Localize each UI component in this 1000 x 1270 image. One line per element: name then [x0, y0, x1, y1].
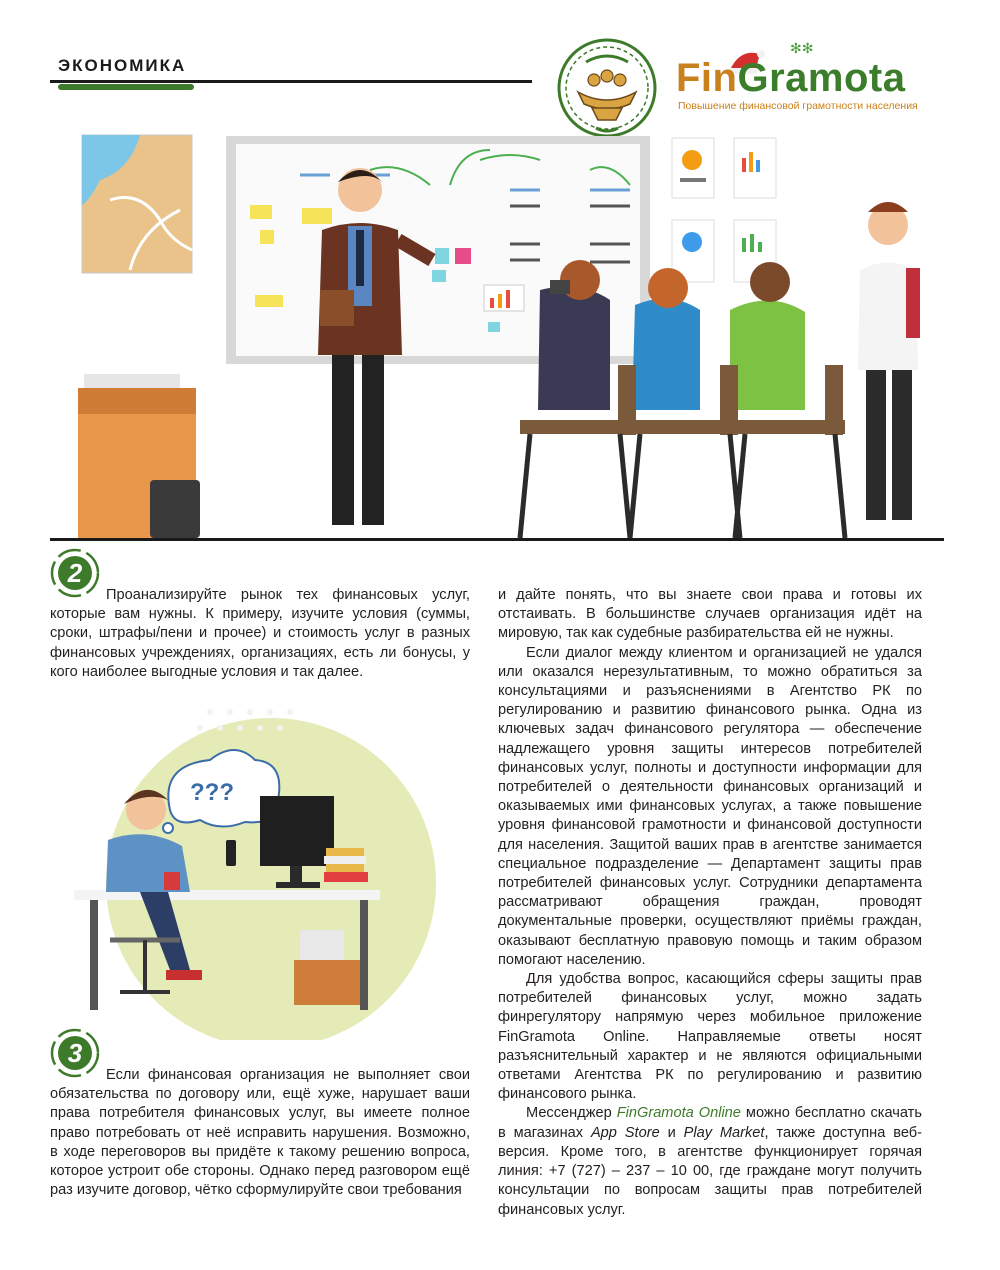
emblem-icon — [556, 34, 658, 142]
snowflake-icon: ✻✻ — [790, 40, 814, 56]
step-2-text: Проанализируйте рынок тех финансовых услуг, которые вам нужны. К примеру, изучите условия (суммы, сроки, штрафы/пени и прочее) и стоимость услуг в разных финансовых учреждениях, организациях, есть ли бонусы, у кого наиболее выгодные условия и так далее. — [50, 587, 470, 680]
right-paragraph-3: Для удобства вопрос, касающийся сферы защиты прав потребителей финансовых услуг, можно задать финрегулятору напрямую через мобильное приложение FinGramota Online. Направляемые ответы носят разъяснительный характер и не являются официальными ответами Агентства РК по регулированию и развитию финансового рынка. — [498, 971, 922, 1103]
app-name-link: FinGramota Online — [616, 1105, 741, 1122]
right-paragraph-2: Если диалог между клиентом и организацией не удался или оказался нерезультативным, то можно обратиться за консультациями и разъяснениями в Агентство РК по регулированию и развитию финансового рынка. Одна из ключевых задач финансового регулятора — обеспечение надлежащего уровня защиты интересов потребителей финансовых услуг, полноты и доступности информации для потребителей о деятельности финансовых организаций и оказываемых ими финансовых услугах, а также повышение уровня финансовой грамотности и финансовой доступности для населения. Защитой ваших прав в агентстве занимается специальное подразделение — Департамент защиты прав потребителей финансовых услуг. Сотрудники департамента рассматривают обращения граждан, проводят документальные проверки, осуществляют приёмы граждан, оказывают бесплатную правовую помощь и таким образом помогают населению. — [498, 644, 922, 968]
section-title: ЭКОНОМИКА — [58, 56, 187, 75]
confused-office-worker-illustration — [50, 700, 490, 1040]
step-3-block — [50, 1066, 470, 1200]
step-3-badge-icon: 3 — [50, 1028, 100, 1078]
classroom-presentation-illustration — [70, 130, 920, 540]
brand-tagline: Повышение финансовой грамотности населения — [678, 100, 918, 112]
header-accent-bar — [58, 84, 194, 90]
step-2-block — [50, 586, 470, 682]
header-rule — [50, 80, 532, 83]
right-paragraph-1: и дайте понять, что вы знаете свои права и готовы их отстаивать. В большинстве случаев организация идёт на мировую, так как судебные разбирательства ей не нужны. — [498, 587, 922, 642]
step-2-badge-icon: 2 — [50, 548, 100, 598]
right-paragraph-4: Мессенджер FinGramota Online можно бесплатно скачать в магазинах App Store и Play Market, также доступна веб-версия. Кроме того, в агентстве функционирует горячая линия: +7 (727) – 237 – 10 00, где граждане могут получить консультации по вопросам защиты прав потребителей финансовых услуг. — [498, 1105, 922, 1218]
illustration-floor-line — [50, 538, 944, 541]
step-3-text: Если финансовая организация не выполняет свои обязательства по договору или, ещё хуже, нарушает ваши права потребителя финансовых услуг, вы имеете полное право потребовать от неё исправить нарушения. Возможно, в ходе переговоров вы придёте к такому решению вопроса, которое устроит обе стороны. Однако перед разговором ещё раз изучите договор, чётко сформулируйте свои требования — [50, 1067, 470, 1199]
svg-text:???: ??? — [190, 779, 234, 806]
brand-logo: FinGramota — [676, 56, 906, 100]
right-column — [498, 586, 922, 1220]
